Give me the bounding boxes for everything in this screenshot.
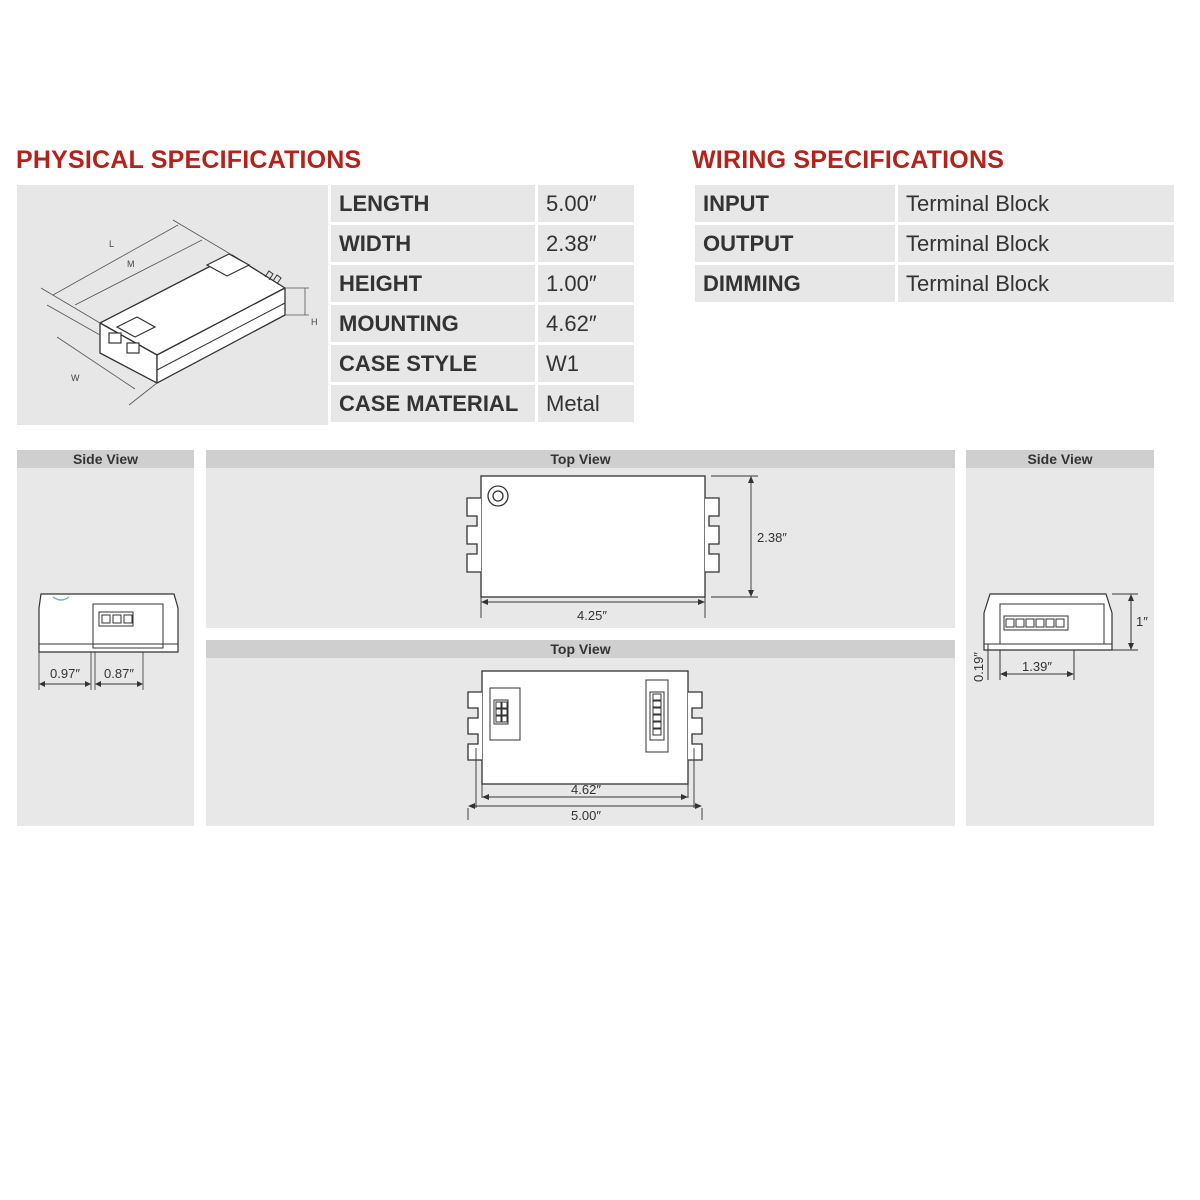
spec-value: 5.00″ — [538, 185, 634, 222]
spec-key: CASE STYLE — [331, 345, 535, 382]
wiring-specifications-title: WIRING SPECIFICATIONS — [692, 146, 1005, 174]
top-view-upper-title: Top View — [206, 450, 955, 468]
spec-key: HEIGHT — [331, 265, 535, 302]
dim-side-left-b: 0.87″ — [104, 666, 134, 681]
dim-top-lower-mount: 4.62″ — [571, 782, 601, 797]
wiring-key: OUTPUT — [695, 225, 895, 262]
spec-value: Metal — [538, 385, 634, 422]
spec-key: CASE MATERIAL — [331, 385, 535, 422]
top-view-lower-drawing — [206, 658, 955, 826]
wiring-row-input — [695, 185, 1174, 222]
dim-side-right-height: 1″ — [1136, 614, 1148, 629]
side-view-left-title: Side View — [17, 450, 194, 468]
spec-key: LENGTH — [331, 185, 535, 222]
spec-value: 1.00″ — [538, 265, 634, 302]
wiring-value: Terminal Block — [898, 265, 1174, 302]
top-view-lower-panel — [206, 640, 955, 826]
spec-key: MOUNTING — [331, 305, 535, 342]
label-m: M — [127, 259, 135, 269]
dim-side-right-width: 1.39″ — [1022, 659, 1052, 674]
isometric-drawing — [17, 185, 328, 425]
wiring-specifications-table — [692, 182, 1177, 305]
spec-key: WIDTH — [331, 225, 535, 262]
physical-specifications-table — [328, 182, 637, 425]
spec-row-mounting — [331, 305, 634, 342]
spec-value: 2.38″ — [538, 225, 634, 262]
spec-row-case-material — [331, 385, 634, 422]
wiring-value: Terminal Block — [898, 225, 1174, 262]
spec-row-case-style — [331, 345, 634, 382]
spec-row-length — [331, 185, 634, 222]
side-view-left-drawing — [17, 468, 194, 826]
isometric-diagram — [17, 185, 328, 425]
label-h: H — [311, 317, 318, 327]
side-view-right-title: Side View — [966, 450, 1154, 468]
wiring-key: DIMMING — [695, 265, 895, 302]
top-view-upper-panel — [206, 450, 955, 628]
side-view-left-panel — [17, 450, 194, 826]
physical-specifications-title: PHYSICAL SPECIFICATIONS — [16, 146, 362, 174]
wiring-row-dimming — [695, 265, 1174, 302]
spec-value: W1 — [538, 345, 634, 382]
side-view-right-panel — [966, 450, 1154, 826]
spec-row-width — [331, 225, 634, 262]
wiring-key: INPUT — [695, 185, 895, 222]
label-l: L — [109, 239, 115, 249]
wiring-value: Terminal Block — [898, 185, 1174, 222]
side-view-right-drawing — [966, 468, 1154, 826]
dim-top-lower-length: 5.00″ — [571, 808, 601, 823]
dim-top-upper-width: 2.38″ — [757, 530, 787, 545]
dim-side-left-a: 0.97″ — [50, 666, 80, 681]
top-view-upper-drawing — [206, 468, 955, 628]
wiring-row-output — [695, 225, 1174, 262]
top-view-lower-title: Top View — [206, 640, 955, 658]
label-w: W — [71, 373, 80, 383]
spec-row-height — [331, 265, 634, 302]
dim-top-upper-length: 4.25″ — [577, 608, 607, 623]
spec-value: 4.62″ — [538, 305, 634, 342]
dim-side-right-base: 0.19″ — [971, 652, 986, 682]
